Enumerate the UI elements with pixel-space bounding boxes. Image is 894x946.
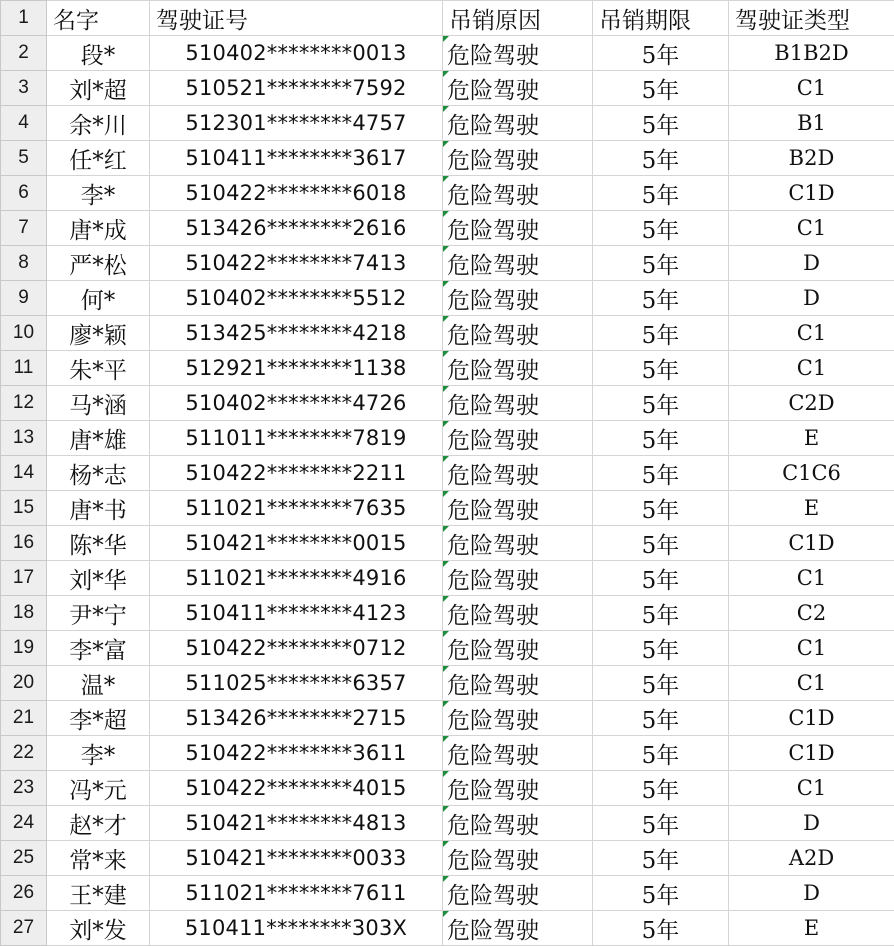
cell-license-type[interactable]: D [729,246,894,281]
row-number[interactable]: 9 [1,281,47,316]
row-number[interactable]: 4 [1,106,47,141]
cell-license-number[interactable]: 511021********7635 [150,491,443,526]
cell-license-type[interactable]: A2D [729,841,894,876]
table-row [1,456,894,491]
cell-name[interactable]: 李* [47,176,150,211]
cell-revocation-reason[interactable]: 危险驾驶 [443,36,593,71]
row-number[interactable]: 10 [1,316,47,351]
cell-revocation-period[interactable]: 5年 [593,316,729,351]
table-row [1,141,894,176]
cell-name[interactable]: 严*松 [47,246,150,281]
cell-license-number[interactable]: 510422********0712 [150,631,443,666]
cell-revocation-period[interactable]: 5年 [593,596,729,631]
cell-name[interactable]: 余*川 [47,106,150,141]
header-license-number[interactable]: 驾驶证号 [150,1,443,36]
table-row [1,421,894,456]
cell-revocation-reason[interactable]: 危险驾驶 [443,666,593,701]
row-number[interactable]: 5 [1,141,47,176]
cell-license-type[interactable]: C1 [729,561,894,596]
row-number[interactable]: 19 [1,631,47,666]
cell-revocation-period[interactable]: 5年 [593,456,729,491]
cell-revocation-reason[interactable]: 危险驾驶 [443,106,593,141]
table-row [1,701,894,736]
row-number[interactable]: 25 [1,841,47,876]
table-row [1,631,894,666]
cell-revocation-period[interactable]: 5年 [593,491,729,526]
cell-license-number[interactable]: 510411********303X [150,911,443,946]
cell-revocation-period[interactable]: 5年 [593,386,729,421]
row-number[interactable]: 1 [1,1,47,36]
cell-name[interactable]: 任*红 [47,141,150,176]
table-row [1,561,894,596]
cell-license-number[interactable]: 510422********7413 [150,246,443,281]
cell-revocation-period[interactable]: 5年 [593,141,729,176]
row-number[interactable]: 27 [1,911,47,946]
cell-license-type[interactable]: C1D [729,701,894,736]
cell-revocation-period[interactable]: 5年 [593,701,729,736]
cell-name[interactable]: 何* [47,281,150,316]
cell-license-type[interactable]: E [729,491,894,526]
cell-revocation-reason[interactable]: 危险驾驶 [443,561,593,596]
cell-license-number[interactable]: 511011********7819 [150,421,443,456]
row-number[interactable]: 15 [1,491,47,526]
cell-license-type[interactable]: C1 [729,211,894,246]
header-revocation-period[interactable]: 吊销期限 [593,1,729,36]
cell-license-number[interactable]: 510402********4726 [150,386,443,421]
cell-name[interactable]: 李*富 [47,631,150,666]
table-row [1,736,894,771]
cell-license-type[interactable]: E [729,421,894,456]
cell-license-type[interactable]: C1 [729,316,894,351]
cell-revocation-reason[interactable]: 危险驾驶 [443,351,593,386]
row-number[interactable]: 14 [1,456,47,491]
table-row [1,176,894,211]
table-row [1,666,894,701]
cell-license-type[interactable]: C1 [729,771,894,806]
cell-license-number[interactable]: 513426********2715 [150,701,443,736]
cell-revocation-period[interactable]: 5年 [593,176,729,211]
row-number[interactable]: 11 [1,351,47,386]
header-license-type[interactable]: 驾驶证类型 [729,1,894,36]
cell-license-type[interactable]: E [729,911,894,946]
cell-license-number[interactable]: 510521********7592 [150,71,443,106]
cell-revocation-reason[interactable]: 危险驾驶 [443,841,593,876]
cell-license-type[interactable]: D [729,876,894,911]
cell-revocation-reason[interactable]: 危险驾驶 [443,141,593,176]
table-row [1,351,894,386]
cell-revocation-period[interactable]: 5年 [593,106,729,141]
cell-license-number[interactable]: 510421********0033 [150,841,443,876]
row-number[interactable]: 7 [1,211,47,246]
cell-license-number[interactable]: 513426********2616 [150,211,443,246]
cell-revocation-period[interactable]: 5年 [593,211,729,246]
cell-license-number[interactable]: 510422********6018 [150,176,443,211]
cell-name[interactable]: 尹*宁 [47,596,150,631]
cell-license-number[interactable]: 511021********4916 [150,561,443,596]
cell-license-number[interactable]: 513425********4218 [150,316,443,351]
cell-name[interactable]: 段* [47,36,150,71]
cell-revocation-period[interactable]: 5年 [593,351,729,386]
row-number[interactable]: 16 [1,526,47,561]
cell-revocation-reason[interactable]: 危险驾驶 [443,386,593,421]
table-row [1,246,894,281]
cell-license-type[interactable]: C1 [729,71,894,106]
cell-license-type[interactable]: B1 [729,106,894,141]
cell-license-number[interactable]: 510411********3617 [150,141,443,176]
row-number[interactable]: 3 [1,71,47,106]
cell-revocation-period[interactable]: 5年 [593,246,729,281]
cell-license-type[interactable]: C1D [729,526,894,561]
row-number[interactable]: 22 [1,736,47,771]
cell-name[interactable]: 杨*志 [47,456,150,491]
cell-revocation-period[interactable]: 5年 [593,526,729,561]
cell-license-type[interactable]: C1 [729,351,894,386]
table-row [1,771,894,806]
cell-revocation-period[interactable]: 5年 [593,631,729,666]
cell-revocation-reason[interactable]: 危险驾驶 [443,911,593,946]
cell-revocation-period[interactable]: 5年 [593,771,729,806]
cell-revocation-period[interactable]: 5年 [593,841,729,876]
header-name[interactable]: 名字 [47,1,150,36]
cell-license-type[interactable]: D [729,806,894,841]
cell-revocation-period[interactable]: 5年 [593,36,729,71]
cell-name[interactable]: 王*建 [47,876,150,911]
cell-license-type[interactable]: C1D [729,736,894,771]
cell-license-number[interactable]: 510402********0013 [150,36,443,71]
cell-revocation-reason[interactable]: 危险驾驶 [443,526,593,561]
cell-revocation-period[interactable]: 5年 [593,806,729,841]
cell-revocation-reason[interactable]: 危险驾驶 [443,736,593,771]
cell-license-number[interactable]: 510411********4123 [150,596,443,631]
cell-revocation-reason[interactable]: 危险驾驶 [443,491,593,526]
cell-revocation-period[interactable]: 5年 [593,281,729,316]
cell-license-type[interactable]: C1 [729,666,894,701]
cell-revocation-reason[interactable]: 危险驾驶 [443,876,593,911]
table-row [1,71,894,106]
cell-revocation-period[interactable]: 5年 [593,736,729,771]
cell-license-number[interactable]: 511025********6357 [150,666,443,701]
cell-license-number[interactable]: 510402********5512 [150,281,443,316]
row-number[interactable]: 17 [1,561,47,596]
table-row [1,316,894,351]
cell-revocation-period[interactable]: 5年 [593,666,729,701]
cell-revocation-reason[interactable]: 危险驾驶 [443,421,593,456]
table-row [1,491,894,526]
cell-revocation-period[interactable]: 5年 [593,876,729,911]
table-row [1,106,894,141]
row-number[interactable]: 18 [1,596,47,631]
cell-name[interactable]: 朱*平 [47,351,150,386]
row-number[interactable]: 13 [1,421,47,456]
cell-name[interactable]: 马*涵 [47,386,150,421]
header-revocation-reason[interactable]: 吊销原因 [443,1,593,36]
cell-revocation-reason[interactable]: 危险驾驶 [443,211,593,246]
cell-name[interactable]: 温* [47,666,150,701]
cell-license-type[interactable]: B2D [729,141,894,176]
cell-revocation-reason[interactable]: 危险驾驶 [443,806,593,841]
row-number[interactable]: 20 [1,666,47,701]
cell-revocation-reason[interactable]: 危险驾驶 [443,456,593,491]
row-number[interactable]: 6 [1,176,47,211]
table-row [1,596,894,631]
cell-license-number[interactable]: 512301********4757 [150,106,443,141]
table-row [1,806,894,841]
cell-license-type[interactable]: C2 [729,596,894,631]
cell-revocation-reason[interactable]: 危险驾驶 [443,246,593,281]
cell-name[interactable]: 刘*华 [47,561,150,596]
cell-license-type[interactable]: C1 [729,631,894,666]
header-row [1,1,894,36]
cell-revocation-period[interactable]: 5年 [593,561,729,596]
row-number[interactable]: 26 [1,876,47,911]
cell-license-type[interactable]: D [729,281,894,316]
cell-revocation-reason[interactable]: 危险驾驶 [443,596,593,631]
cell-license-number[interactable]: 510422********2211 [150,456,443,491]
table-row [1,526,894,561]
cell-name[interactable]: 唐*雄 [47,421,150,456]
row-number[interactable]: 2 [1,36,47,71]
table-row [1,281,894,316]
cell-name[interactable]: 唐*成 [47,211,150,246]
cell-license-type[interactable]: C2D [729,386,894,421]
cell-license-number[interactable]: 511021********7611 [150,876,443,911]
row-number[interactable]: 23 [1,771,47,806]
cell-revocation-reason[interactable]: 危险驾驶 [443,771,593,806]
cell-revocation-reason[interactable]: 危险驾驶 [443,701,593,736]
cell-license-number[interactable]: 510422********4015 [150,771,443,806]
cell-revocation-reason[interactable]: 危险驾驶 [443,316,593,351]
cell-license-number[interactable]: 510422********3611 [150,736,443,771]
cell-license-number[interactable]: 512921********1138 [150,351,443,386]
cell-revocation-reason[interactable]: 危险驾驶 [443,176,593,211]
row-number[interactable]: 21 [1,701,47,736]
table-row [1,211,894,246]
cell-name[interactable]: 刘*超 [47,71,150,106]
row-number[interactable]: 8 [1,246,47,281]
cell-name[interactable]: 李* [47,736,150,771]
cell-name[interactable]: 廖*颖 [47,316,150,351]
table-row [1,841,894,876]
cell-revocation-period[interactable]: 5年 [593,911,729,946]
table-row [1,386,894,421]
cell-name[interactable]: 唐*书 [47,491,150,526]
cell-revocation-reason[interactable]: 危险驾驶 [443,71,593,106]
cell-name[interactable]: 常*来 [47,841,150,876]
table-row [1,876,894,911]
cell-license-number[interactable]: 510421********0015 [150,526,443,561]
cell-name[interactable]: 陈*华 [47,526,150,561]
cell-revocation-period[interactable]: 5年 [593,71,729,106]
cell-name[interactable]: 李*超 [47,701,150,736]
cell-license-number[interactable]: 510421********4813 [150,806,443,841]
table-row [1,911,894,946]
cell-license-type[interactable]: C1D [729,176,894,211]
row-number[interactable]: 12 [1,386,47,421]
cell-revocation-reason[interactable]: 危险驾驶 [443,631,593,666]
cell-license-type[interactable]: C1C6 [729,456,894,491]
cell-name[interactable]: 冯*元 [47,771,150,806]
row-number[interactable]: 24 [1,806,47,841]
cell-revocation-period[interactable]: 5年 [593,421,729,456]
table-row [1,36,894,71]
cell-name[interactable]: 赵*才 [47,806,150,841]
cell-name[interactable]: 刘*发 [47,911,150,946]
cell-revocation-reason[interactable]: 危险驾驶 [443,281,593,316]
cell-license-type[interactable]: B1B2D [729,36,894,71]
